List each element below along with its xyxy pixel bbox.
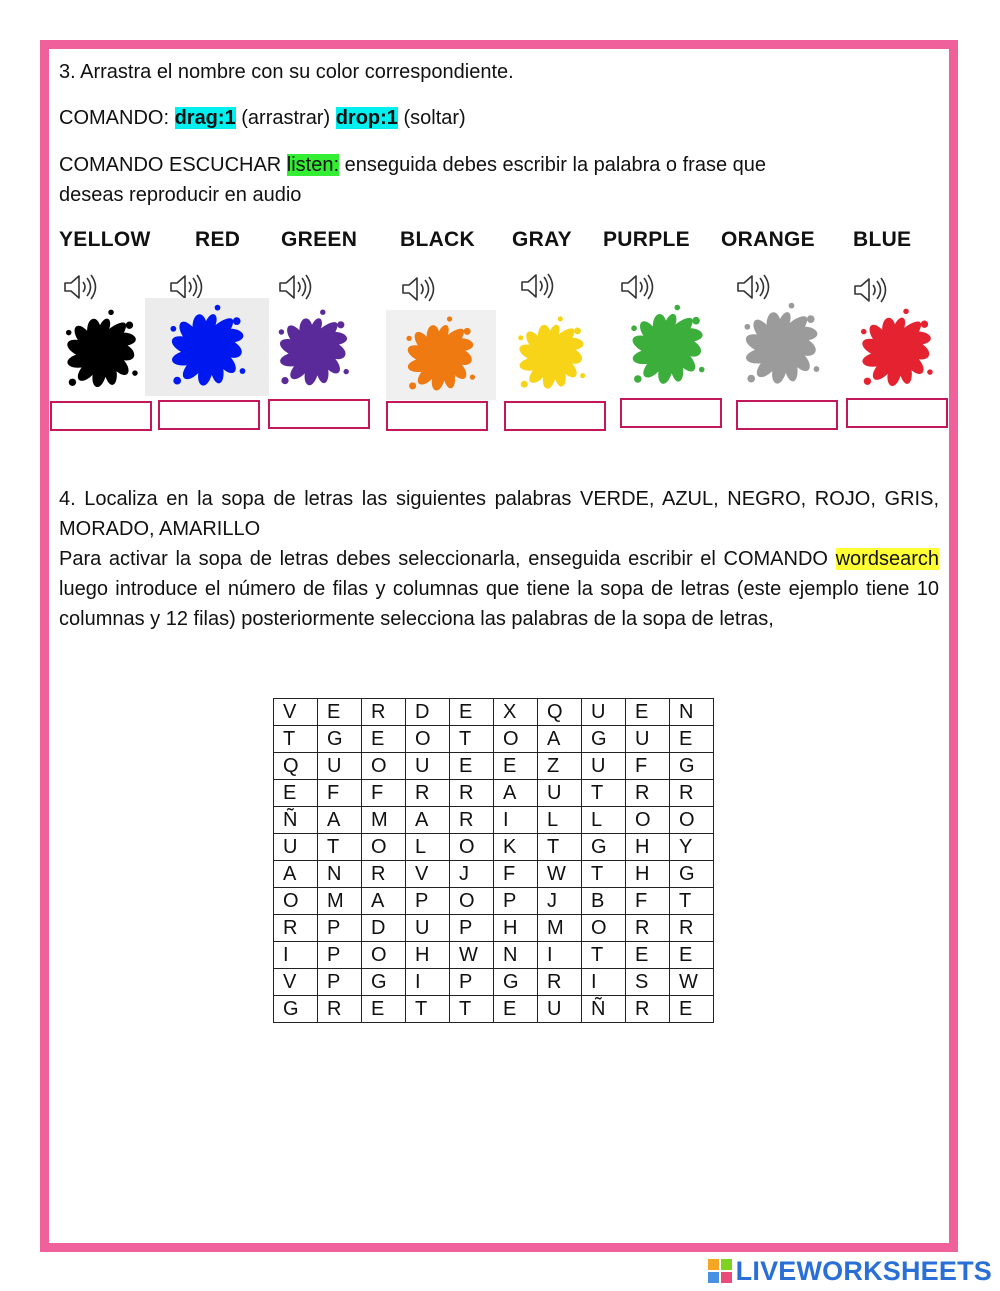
grid-cell[interactable]: R (538, 969, 582, 996)
q4-instruction: 4. Localiza en la sopa de letras las siguientes palabras VERDE, AZUL, NEGRO, ROJO, GRIS, MORADO, AMARILLO (59, 488, 939, 540)
grid-cell[interactable]: F (318, 780, 362, 807)
grid-cell[interactable]: G (582, 726, 626, 753)
grid-cell[interactable]: A (318, 807, 362, 834)
grid-cell[interactable]: O (362, 834, 406, 861)
grid-cell[interactable]: M (362, 807, 406, 834)
listen-text-2: deseas reproducir en audio (59, 184, 302, 206)
grid-cell[interactable]: A (274, 861, 318, 888)
grid-cell[interactable]: E (670, 942, 714, 969)
grid-cell[interactable]: R (274, 915, 318, 942)
grid-cell[interactable]: U (318, 753, 362, 780)
speaker-icon[interactable] (853, 275, 889, 305)
grid-cell[interactable]: O (450, 888, 494, 915)
grid-cell[interactable]: G (362, 969, 406, 996)
logo-mark-icon (708, 1259, 732, 1283)
grid-cell[interactable]: U (626, 726, 670, 753)
q4-text-b: luego introduce el número de filas y columnas que tiene la sopa de letras (este ejemplo tiene 10 columnas y 12 filas) posteriormente selecciona las palabras de la sopa de letras, (59, 578, 939, 630)
grid-cell[interactable]: I (582, 969, 626, 996)
grid-cell[interactable]: I (494, 807, 538, 834)
listen-text-1: enseguida debes escribir la palabra o frase que (339, 154, 766, 176)
grid-cell[interactable]: M (538, 915, 582, 942)
speaker-icon[interactable] (520, 271, 556, 301)
color-word-red[interactable]: RED (195, 228, 241, 251)
grid-cell[interactable]: R (318, 996, 362, 1023)
grid-cell[interactable]: D (406, 699, 450, 726)
grid-cell[interactable]: L (538, 807, 582, 834)
grid-cell[interactable]: Z (538, 753, 582, 780)
grid-cell[interactable]: E (318, 699, 362, 726)
grid-cell[interactable]: P (318, 969, 362, 996)
grid-cell[interactable]: R (450, 780, 494, 807)
speaker-icon[interactable] (278, 272, 314, 302)
drag-note: (arrastrar) (235, 107, 336, 129)
drop-box[interactable] (846, 398, 948, 428)
grid-cell[interactable]: G (582, 834, 626, 861)
color-word-green[interactable]: GREEN (281, 228, 358, 251)
grid-cell[interactable]: R (670, 915, 714, 942)
grid-cell[interactable]: N (670, 699, 714, 726)
drag-command: drag:1 (174, 107, 236, 129)
grid-row (274, 969, 714, 996)
grid-cell[interactable]: L (406, 834, 450, 861)
grid-cell[interactable]: P (318, 942, 362, 969)
grid-cell[interactable]: U (582, 699, 626, 726)
grid-cell[interactable]: V (406, 861, 450, 888)
grid-cell[interactable]: R (626, 915, 670, 942)
grid-cell[interactable]: K (494, 834, 538, 861)
grid-cell[interactable]: G (670, 861, 714, 888)
grid-cell[interactable]: R (450, 807, 494, 834)
grid-cell[interactable]: G (670, 753, 714, 780)
grid-row (274, 699, 714, 726)
drop-box[interactable] (158, 400, 260, 430)
grid-row (274, 996, 714, 1023)
grid-cell[interactable]: E (450, 699, 494, 726)
grid-cell[interactable]: R (362, 699, 406, 726)
drop-box[interactable] (50, 401, 152, 431)
purple-splat (266, 305, 358, 395)
grid-cell[interactable]: A (406, 807, 450, 834)
grid-cell[interactable]: E (362, 996, 406, 1023)
liveworksheets-logo (708, 1256, 992, 1286)
grid-cell[interactable]: H (406, 942, 450, 969)
grid-cell[interactable]: O (362, 753, 406, 780)
grid-row (274, 834, 714, 861)
grid-cell[interactable]: W (538, 861, 582, 888)
color-word-gray[interactable]: GRAY (512, 228, 572, 251)
command-label: COMANDO: (59, 107, 175, 129)
grid-cell[interactable]: R (670, 780, 714, 807)
grid-cell[interactable]: I (406, 969, 450, 996)
logo-text: LIVEWORKSHEETS (735, 1255, 992, 1286)
grid-cell[interactable]: U (406, 915, 450, 942)
grid-cell[interactable]: G (274, 996, 318, 1023)
grid-cell[interactable]: U (538, 780, 582, 807)
grid-cell[interactable]: G (494, 969, 538, 996)
grid-cell[interactable]: V (274, 969, 318, 996)
grid-cell[interactable]: E (450, 753, 494, 780)
speaker-icon[interactable] (620, 272, 656, 302)
q3-command-line (59, 103, 466, 133)
color-word-orange[interactable]: ORANGE (721, 228, 815, 251)
grid-cell[interactable]: E (274, 780, 318, 807)
grid-cell[interactable]: Q (274, 753, 318, 780)
grid-cell[interactable]: X (494, 699, 538, 726)
grid-row (274, 915, 714, 942)
q4-text-a: Para activar la sopa de letras debes seleccionarla, enseguida escribir el COMANDO (59, 548, 836, 570)
blue-splat (156, 300, 256, 396)
color-word-yellow[interactable]: YELLOW (59, 228, 151, 251)
grid-cell[interactable]: U (274, 834, 318, 861)
grid-cell[interactable]: Y (670, 834, 714, 861)
grid-cell[interactable]: F (626, 888, 670, 915)
grid-row (274, 942, 714, 969)
grid-cell[interactable]: E (626, 942, 670, 969)
q3-listen-line (59, 150, 939, 210)
grid-cell[interactable]: T (318, 834, 362, 861)
grid-cell[interactable]: O (494, 726, 538, 753)
grid-cell[interactable]: P (406, 888, 450, 915)
grid-row (274, 753, 714, 780)
color-word-purple[interactable]: PURPLE (603, 228, 690, 251)
speaker-icon[interactable] (401, 274, 437, 304)
grid-cell[interactable]: P (450, 969, 494, 996)
grid-cell[interactable]: U (582, 753, 626, 780)
grid-cell[interactable]: R (626, 996, 670, 1023)
grid-cell[interactable]: S (626, 969, 670, 996)
grid-cell[interactable]: I (538, 942, 582, 969)
black-splat (54, 305, 146, 397)
page-border (40, 40, 958, 1252)
drop-note: (soltar) (397, 107, 466, 129)
grid-cell[interactable]: Ñ (274, 807, 318, 834)
grid-cell[interactable]: T (450, 996, 494, 1023)
color-word-black[interactable]: BLACK (400, 228, 475, 251)
grid-cell[interactable]: T (450, 726, 494, 753)
grid-cell[interactable]: E (494, 753, 538, 780)
grid-cell[interactable]: E (670, 996, 714, 1023)
grid-cell[interactable]: A (362, 888, 406, 915)
grid-cell[interactable]: P (450, 915, 494, 942)
grid-cell[interactable]: T (582, 861, 626, 888)
grid-cell[interactable]: E (670, 726, 714, 753)
green-splat (618, 300, 714, 394)
gray-splat (730, 298, 830, 394)
grid-cell[interactable]: W (670, 969, 714, 996)
grid-cell[interactable]: T (274, 726, 318, 753)
grid-cell[interactable]: R (626, 780, 670, 807)
grid-row (274, 807, 714, 834)
grid-cell[interactable]: O (670, 807, 714, 834)
drop-box[interactable] (386, 401, 488, 431)
grid-row (274, 888, 714, 915)
grid-cell[interactable]: O (582, 915, 626, 942)
grid-cell[interactable]: J (538, 888, 582, 915)
drop-box[interactable] (504, 401, 606, 431)
red-splat (846, 304, 944, 396)
wordsearch-command: wordsearch (835, 548, 939, 570)
grid-cell[interactable]: H (494, 915, 538, 942)
grid-cell[interactable]: U (406, 753, 450, 780)
grid-cell[interactable]: E (494, 996, 538, 1023)
grid-cell[interactable]: T (670, 888, 714, 915)
yellow-splat (504, 312, 596, 398)
drop-box[interactable] (736, 400, 838, 430)
grid-cell[interactable]: T (582, 942, 626, 969)
grid-cell[interactable]: O (450, 834, 494, 861)
grid-cell[interactable]: M (318, 888, 362, 915)
grid-cell[interactable]: R (406, 780, 450, 807)
grid-cell[interactable]: Ñ (582, 996, 626, 1023)
grid-cell[interactable]: F (362, 780, 406, 807)
grid-row (274, 861, 714, 888)
grid-cell[interactable]: O (626, 807, 670, 834)
drop-box[interactable] (268, 399, 370, 429)
word-search-grid[interactable] (273, 698, 714, 1023)
grid-cell[interactable]: O (362, 942, 406, 969)
grid-cell[interactable]: A (538, 726, 582, 753)
drop-command: drop:1 (335, 107, 398, 129)
grid-cell[interactable]: G (318, 726, 362, 753)
drop-box[interactable] (620, 398, 722, 428)
grid-cell[interactable]: F (626, 753, 670, 780)
orange-splat (388, 312, 490, 400)
grid-cell[interactable]: T (582, 780, 626, 807)
grid-cell[interactable]: E (362, 726, 406, 753)
grid-cell[interactable]: O (274, 888, 318, 915)
grid-cell[interactable]: B (582, 888, 626, 915)
grid-cell[interactable]: W (450, 942, 494, 969)
grid-cell[interactable]: P (494, 888, 538, 915)
grid-cell[interactable]: D (362, 915, 406, 942)
grid-cell[interactable]: I (274, 942, 318, 969)
listen-command: listen: (286, 154, 340, 176)
grid-cell[interactable]: O (406, 726, 450, 753)
q4-paragraph (59, 544, 939, 634)
grid-cell[interactable]: N (318, 861, 362, 888)
speaker-icon[interactable] (63, 272, 99, 302)
grid-cell[interactable]: T (406, 996, 450, 1023)
grid-row (274, 780, 714, 807)
grid-cell[interactable]: U (538, 996, 582, 1023)
grid-row (274, 726, 714, 753)
grid-cell[interactable]: E (626, 699, 670, 726)
grid-cell[interactable]: Q (538, 699, 582, 726)
grid-cell[interactable]: F (494, 861, 538, 888)
grid-cell[interactable]: J (450, 861, 494, 888)
grid-cell[interactable]: N (494, 942, 538, 969)
grid-cell[interactable]: R (362, 861, 406, 888)
color-word-blue[interactable]: BLUE (853, 228, 912, 251)
grid-cell[interactable]: H (626, 834, 670, 861)
q3-instruction: 3. Arrastra el nombre con su color correspondiente. (59, 61, 514, 83)
grid-cell[interactable]: H (626, 861, 670, 888)
grid-cell[interactable]: T (538, 834, 582, 861)
listen-label: COMANDO ESCUCHAR (59, 154, 287, 176)
grid-cell[interactable]: A (494, 780, 538, 807)
grid-cell[interactable]: V (274, 699, 318, 726)
grid-cell[interactable]: P (318, 915, 362, 942)
grid-cell[interactable]: L (582, 807, 626, 834)
